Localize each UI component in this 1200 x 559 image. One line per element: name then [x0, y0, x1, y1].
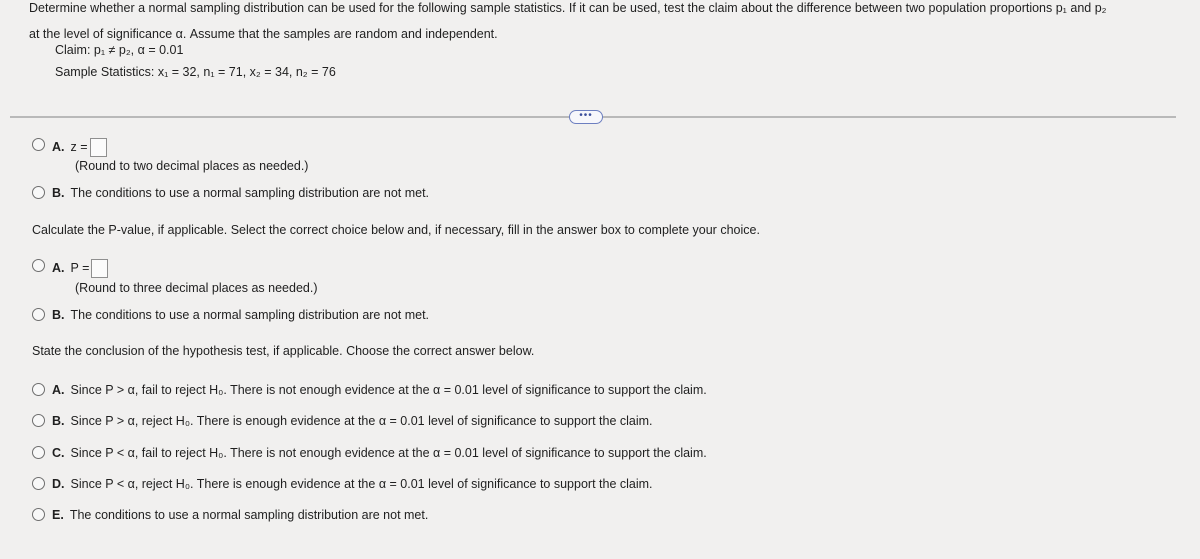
radio-z-option-b[interactable] [32, 186, 45, 199]
z-rounding-hint: (Round to two decimal places as needed.) [75, 159, 309, 173]
option-letter: E. [52, 508, 64, 522]
pvalue-prompt: Calculate the P-value, if applicable. Select the correct choice below and, if necessary, fill in the answer box to complete your choice. [32, 223, 760, 237]
option-letter: B. [52, 414, 65, 428]
p-option-b[interactable] [52, 308, 429, 322]
conclusion-option-d[interactable] [52, 477, 653, 491]
option-letter: D. [52, 477, 65, 491]
option-label: The conditions to use a normal sampling distribution are not met. [70, 186, 430, 200]
option-label: The conditions to use a normal sampling distribution are not met. [70, 308, 430, 322]
radio-conclusion-d[interactable] [32, 477, 45, 490]
radio-conclusion-c[interactable] [32, 446, 45, 459]
option-label: The conditions to use a normal sampling distribution are not met. [69, 508, 429, 522]
option-letter: B. [52, 308, 65, 322]
option-letter: C. [52, 446, 65, 460]
question-text-line1: Determine whether a normal sampling distribution can be used for the following sample statistics. If it can be used, test the claim about the difference between two population proportions p₁ and p₂ [29, 1, 1107, 15]
option-label: Since P > α, reject H₀. There is enough evidence at the α = 0.01 level of significance to support the claim. [70, 414, 653, 428]
conclusion-option-b[interactable] [52, 414, 653, 428]
more-button[interactable]: ••• [569, 110, 603, 124]
z-answer-box[interactable] [90, 138, 107, 157]
option-letter: B. [52, 186, 65, 200]
z-label: z = [70, 139, 88, 154]
conclusion-option-a[interactable] [52, 383, 707, 397]
conclusion-option-e[interactable] [52, 508, 428, 522]
z-option-a[interactable] [52, 138, 107, 157]
conclusion-option-c[interactable] [52, 446, 707, 460]
p-answer-box[interactable] [91, 259, 108, 278]
radio-p-option-a[interactable] [32, 259, 45, 272]
question-text-line2: at the level of significance α. Assume that the samples are random and independent. [29, 27, 498, 41]
p-label: P = [70, 260, 90, 275]
conclusion-prompt: State the conclusion of the hypothesis test, if applicable. Choose the correct answer below. [32, 344, 535, 358]
radio-conclusion-b[interactable] [32, 414, 45, 427]
option-letter: A. [52, 139, 65, 154]
option-label: Since P > α, fail to reject H₀. There is not enough evidence at the α = 0.01 level of significance to support the claim. [70, 383, 707, 397]
option-letter: A. [52, 260, 65, 275]
sample-statistics-text: Sample Statistics: x₁ = 32, n₁ = 71, x₂ = 34, n₂ = 76 [55, 65, 336, 79]
radio-conclusion-a[interactable] [32, 383, 45, 396]
claim-text: Claim: p₁ ≠ p₂, α = 0.01 [55, 43, 184, 57]
radio-conclusion-e[interactable] [32, 508, 45, 521]
z-option-b[interactable] [52, 186, 429, 200]
option-letter: A. [52, 383, 65, 397]
p-option-a[interactable] [52, 259, 108, 278]
radio-z-option-a[interactable] [32, 138, 45, 151]
option-label: Since P < α, fail to reject H₀. There is not enough evidence at the α = 0.01 level of significance to support the claim. [70, 446, 707, 460]
option-label: Since P < α, reject H₀. There is enough evidence at the α = 0.01 level of significance to support the claim. [70, 477, 653, 491]
p-rounding-hint: (Round to three decimal places as needed.) [75, 281, 318, 295]
radio-p-option-b[interactable] [32, 308, 45, 321]
